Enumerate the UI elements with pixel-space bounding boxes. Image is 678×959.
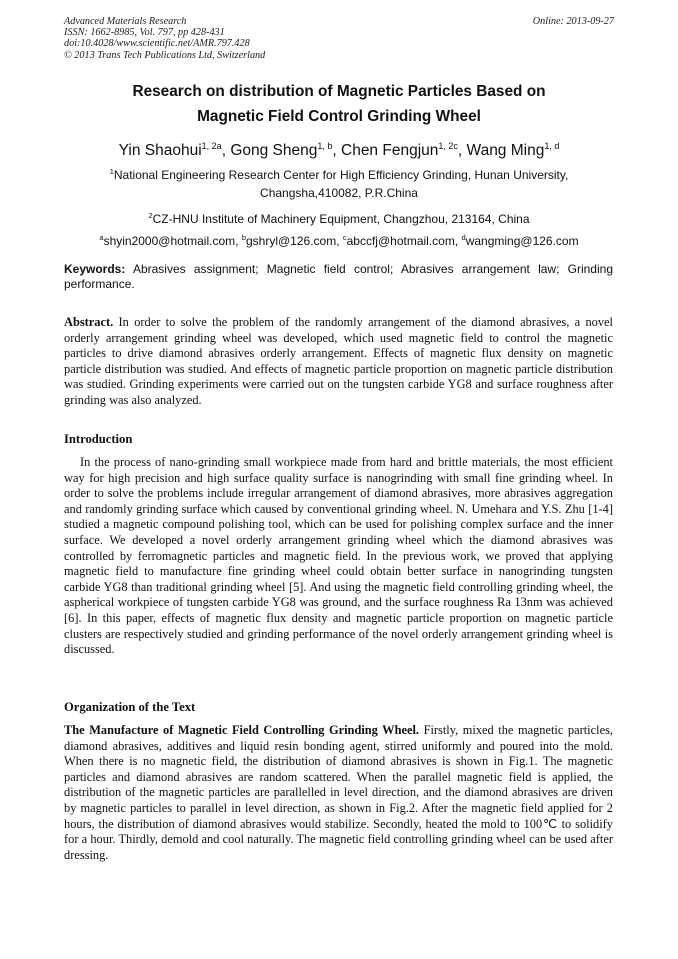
email-line	[40, 230, 638, 249]
copyright-line: © 2013 Trans Tech Publications Ltd, Switzerland	[64, 49, 266, 61]
journal-name: Advanced Materials Research	[64, 16, 187, 27]
title-line-2: Magnetic Field Control Grinding Wheel	[197, 108, 481, 125]
organization-subheading: The Manufacture of Magnetic Field Controlling Grinding Wheel.	[64, 723, 420, 737]
author-list	[40, 136, 638, 161]
organization-text: Firstly, mixed the magnetic particles, diamond abrasives, additives and liquid resin bonding agent, stirred uniformly and poured into the mold. When there is no magnetic field, the distribution of diamond abrasives is shown in Fig.1. The magnetic particles and diamond abrasives are random scattered. When the parallel magnetic field is applied, the distribution of the magnetic particles are parallelled in level direction, and the diamond abrasives are driven by magnetic particles to parallel in level direction, as shown in Fig.2. After the magnetic field applied for 2 hours, the distribution of diamond abrasives would stabilize. Secondly, heated the mold to 100℃ to solidify for a hour. Thirdly, demold and cool naturally. The magnetic field controlling grinding wheel can be used after dressing.	[64, 723, 613, 862]
email-item[interactable]: $^b$gshryl@126.com,	[241, 233, 343, 248]
organization-paragraph	[64, 723, 613, 863]
issn-line: ISSN: 1662-8985, Vol. 797, pp 428-431	[64, 27, 225, 39]
author: Yin Shaohui$^{1, 2a}$,	[118, 141, 231, 160]
abstract	[64, 315, 613, 409]
keywords-text: Abrasives assignment; Magnetic field control; Abrasives arrangement law; Grinding performance.	[64, 262, 613, 291]
doi-line: doi:10.4028/www.scientific.net/AMR.797.428	[64, 38, 250, 50]
online-date: Online: 2013-09-27	[532, 16, 614, 27]
author: Wang Ming$^{1, d}$	[466, 141, 560, 160]
journal-meta	[64, 16, 265, 61]
abstract-label: Abstract.	[64, 315, 114, 329]
section-heading-introduction: Introduction	[64, 432, 133, 446]
title-line-1: Research on distribution of Magnetic Particles Based on	[132, 83, 546, 100]
author: Gong Sheng$^{1, b}$,	[230, 141, 341, 160]
email-item[interactable]: $^a$shyin2000@hotmail.com,	[99, 233, 242, 248]
keywords	[64, 262, 613, 292]
email-item[interactable]: $^d$wangming@126.com	[461, 233, 579, 248]
author: Chen Fengjun$^{1, 2c}$,	[341, 141, 467, 160]
email-item[interactable]: $^c$abccfj@hotmail.com,	[342, 233, 462, 248]
abstract-text: In order to solve the problem of the randomly arrangement of the diamond abrasives, a novel orderly arrangement grinding wheel was developed, which used magnetic field to control the magnetic particles to drive diamond abrasives orderly arrangement. Effects of magnetic flux density on magnetic particle distribution was studied. And effects of magnetic particle proportion on magnetic particle distribution was studied. Grinding experiments were carried out on the tungsten carbide YG8 and surface roughness after grinding was also analyzed.	[64, 315, 613, 407]
affiliation-1-line-2: Changsha,410082, P.R.China	[260, 186, 418, 200]
keywords-label: Keywords:	[64, 262, 126, 276]
section-heading-organization: Organization of the Text	[64, 700, 196, 714]
introduction-text: In the process of nano-grinding small workpiece made from hard and brittle materials, the most efficient way for high precision and high surface quality surface is nanogrinding with small fine grinding wheel. In order to solve the problems include irregular arrangement of diamond abrasives, more abrasives aggregation and randomly grinding surface which caused by conventional grinding wheel. N. Umehara and Y.S. Zhu [1-4] studied a magnetic compound polishing tool, which can be used for polishing complex surface and the inner surface. We developed a novel orderly arrangement grinding wheel which the diamond abrasives was controlled by ferromagnetic particles and magnetic field. In the previous work, we proved that applying magnetic field to manufacture fine grinding wheel could obtain better surface in nanogrinding tungsten carbide YG8 than traditional grinding wheel [5]. And using the magnetic field controlling grinding wheel, the aspherical workpiece of tungsten carbide YG8 was ground, and the surface roughness Ra 13nm was achieved [6]. In this paper, effects of magnetic flux density and magnetic particle proportion on magnetic particle clusters are respectively studied and grinding performance of the novel orderly arrangement grinding wheel is discussed.	[64, 455, 613, 657]
affiliation-2: $^2$CZ-HNU Institute of Machinery Equipment, Changzhou, 213164, China	[148, 211, 530, 226]
affiliation-1-line-1: $^1$National Engineering Research Center for High Efficiency Grinding, Hunan University,	[109, 167, 569, 182]
paper-title	[40, 79, 638, 129]
